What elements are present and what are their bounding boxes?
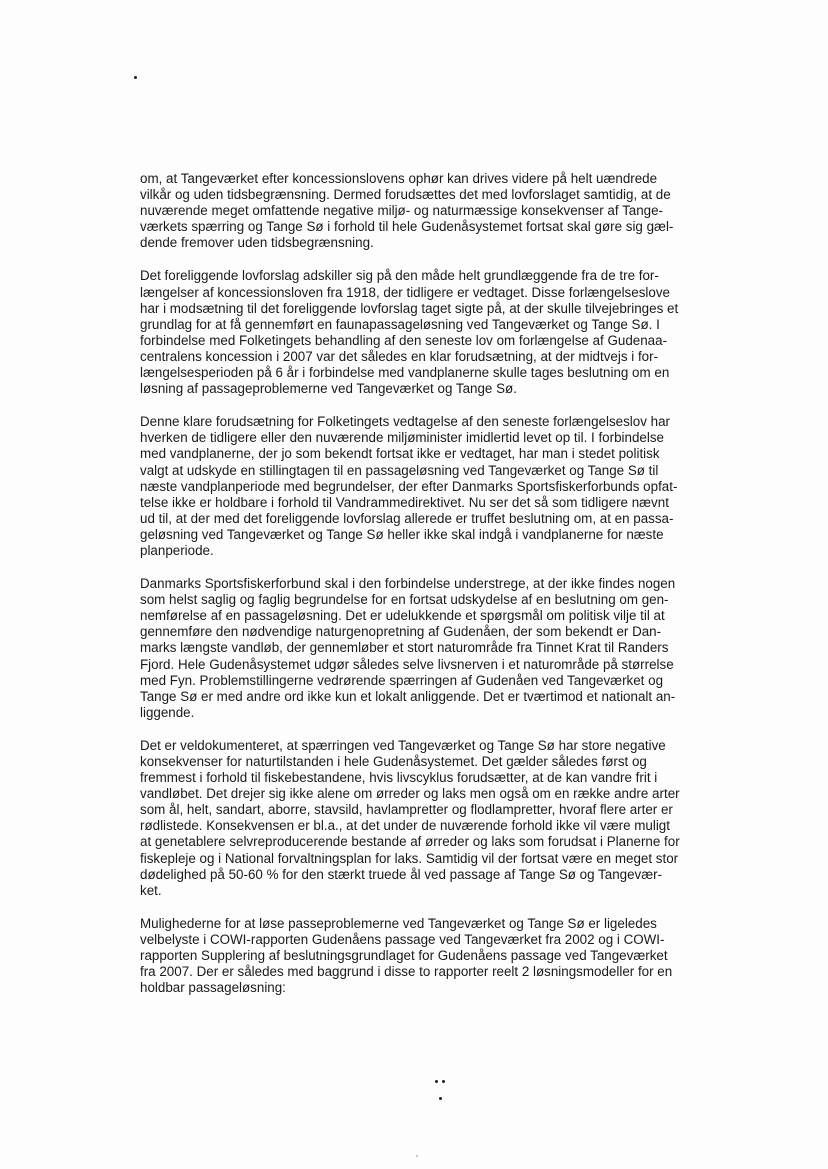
text-line: liggende. <box>140 704 195 720</box>
text-line: har i modsætning til det foreliggende lovforslag taget sigte på, at der skulle tilvejebringes et <box>140 300 679 316</box>
text-line: geløsning ved Tangeværket og Tange Sø heller ikke skal indgå i vandplanerne for næste <box>140 526 664 542</box>
text-line: Det foreliggende lovforslag adskiller sig på den måde helt grundlæggende fra de tre for- <box>140 268 659 284</box>
text-line: værkets spærring og Tange Sø i forhold til hele Gudenåsystemet fortsat skal gøre sig gæl- <box>140 219 674 235</box>
scan-speck <box>134 76 137 79</box>
text-line: marks længste vandløb, der gennemløber et stort naturområde fra Tinnet Krat til Randers <box>140 640 669 656</box>
text-line: Tange Sø er med andre ord ikke kun et lokalt anliggende. Det er tværtimod et nationalt an- <box>140 688 676 704</box>
text-line: Mulighederne for at løse passeproblemerne ved Tangeværket og Tange Sø er ligeledes <box>140 915 657 931</box>
text-line: Fjord. Hele Gudenåsystemet udgør således selve livsnerven i et naturområde på størrelse <box>140 656 674 672</box>
text-line: Danmarks Sportsfiskerforbund skal i den forbindelse understrege, at der ikke findes nogen <box>140 576 676 592</box>
text-line: med vandplanerne, der jo som bekendt fortsat ikke er vedtaget, har man i stedet politisk <box>140 446 660 462</box>
text-line: Det er veldokumenteret, at spærringen ved Tangeværket og Tange Sø har store negative <box>140 737 666 753</box>
text-line: nemførelse af en passageløsning. Det er udelukkende et spørgsmål om politisk vilje til at <box>140 608 665 624</box>
paragraph <box>140 738 740 899</box>
text-line: valgt at udskyde en stillingtagen til en passageløsning ved Tangeværket og Tange Sø til <box>140 462 659 478</box>
text-line: dende fremover uden tidsbegrænsning. <box>140 235 374 251</box>
paragraph <box>140 576 740 721</box>
text-line: grundlag for at få gennemført en faunapassageløsning ved Tangeværket og Tange Sø. I <box>140 316 660 332</box>
text-line: ket. <box>140 882 162 898</box>
scan-speck <box>416 1155 418 1157</box>
text-line: ud til, at der med det foreliggende lovforslag allerede er truffet beslutning om, at en passa- <box>140 510 674 526</box>
text-line: Denne klare forudsætning for Folketingets vedtagelse af den seneste forlængelseslov har <box>140 414 670 430</box>
text-line: fremmest i forhold til fiskebestandene, hvis livscyklus forudsætter, at de kan vandre frit i <box>140 770 658 786</box>
text-line: rødlistede. Konsekvensen er bl.a., at det under de nuværende forhold ikke vil være muligt <box>140 818 670 834</box>
text-line: velbelyste i COWI-rapporten Gudenåens passage ved Tangeværket fra 2002 og i COWI- <box>140 931 665 947</box>
text-line: telse ikke er holdbare i forhold til Vandrammedirektivet. Nu ser det så som tidligere nævnt <box>140 494 669 510</box>
paragraph <box>140 414 740 559</box>
scan-speck <box>439 1097 442 1100</box>
text-line: fiskepleje og i National forvaltningsplan for laks. Samtidig vil der fortsat være en meget stor <box>140 850 679 866</box>
text-line: dødelighed på 50-60 % for den stærkt truede ål ved passage af Tange Sø og Tangevær- <box>140 866 663 882</box>
text-line: rapporten Supplering af beslutningsgrundlaget for Gudenåens passage ved Tangeværket <box>140 948 668 964</box>
paragraph <box>140 916 740 996</box>
text-line: centralens koncession i 2007 var det således en klar forudsætning, at der midtvejs i for- <box>140 348 659 364</box>
text-line: nuværende meget omfattende negative miljø- og naturmæssige konsekvenser af Tange- <box>140 203 664 219</box>
scan-speck <box>442 1080 445 1083</box>
document-body <box>140 171 740 1013</box>
text-line: næste vandplanperiode med begrundelser, der efter Danmarks Sportsfiskerforbunds opfat- <box>140 478 678 494</box>
text-line: som helst saglig og faglig begrundelse for en fortsat udskydelse af en beslutning om gen- <box>140 592 669 608</box>
text-line: gennemføre den nødvendige naturgenopretning af Gudenåen, der som bekendt er Dan- <box>140 624 662 640</box>
paragraph <box>140 268 740 397</box>
scan-speck <box>435 1080 438 1083</box>
text-line: længelsesperioden på 6 år i forbindelse med vandplanerne skulle tages beslutning om en <box>140 365 670 381</box>
text-line: konsekvenser for naturtilstanden i hele Gudenåsystemet. Det gælder således først og <box>140 754 647 769</box>
paragraph <box>140 171 740 251</box>
text-line: om, at Tangeværket efter koncessionslovens ophør kan drives videre på helt uændrede <box>140 171 658 186</box>
text-line: forbindelse med Folketingets behandling af den seneste lov om forlængelse af Gudenaa- <box>140 332 668 348</box>
text-line: planperiode. <box>140 542 214 558</box>
text-line: vandløbet. Det drejer sig ikke alene om ørreder og laks men også om en række andre arter <box>140 786 680 802</box>
text-line: fra 2007. Der er således med baggrund i disse to rapporter reelt 2 løsningsmodeller for en <box>140 964 673 980</box>
text-line: holdbar passageløsning: <box>140 980 286 996</box>
text-line: med Fyn. Problemstillingerne vedrørende spærringen af Gudenåen ved Tangeværket og <box>140 672 664 688</box>
text-line: at genetablere selvreproducerende bestande af ørreder og laks som forudsat i Planerne for <box>140 834 680 850</box>
text-line: løsning af passageproblemerne ved Tangeværket og Tange Sø. <box>140 381 517 397</box>
text-line: længelser af koncessionsloven fra 1918, der tidligere er vedtaget. Disse forlængelseslove <box>140 284 670 300</box>
text-line: vilkår og uden tidsbegrænsning. Dermed forudsættes det med lovforslaget samtidig, at de <box>140 187 671 203</box>
text-line: som ål, helt, sandart, aborre, stavsild, havlampretter og flodlampretter, hvoraf flere arter er <box>140 802 673 818</box>
text-line: hverken de tidligere eller den nuværende miljøminister imidlertid levet op til. I forbindelse <box>140 430 664 446</box>
